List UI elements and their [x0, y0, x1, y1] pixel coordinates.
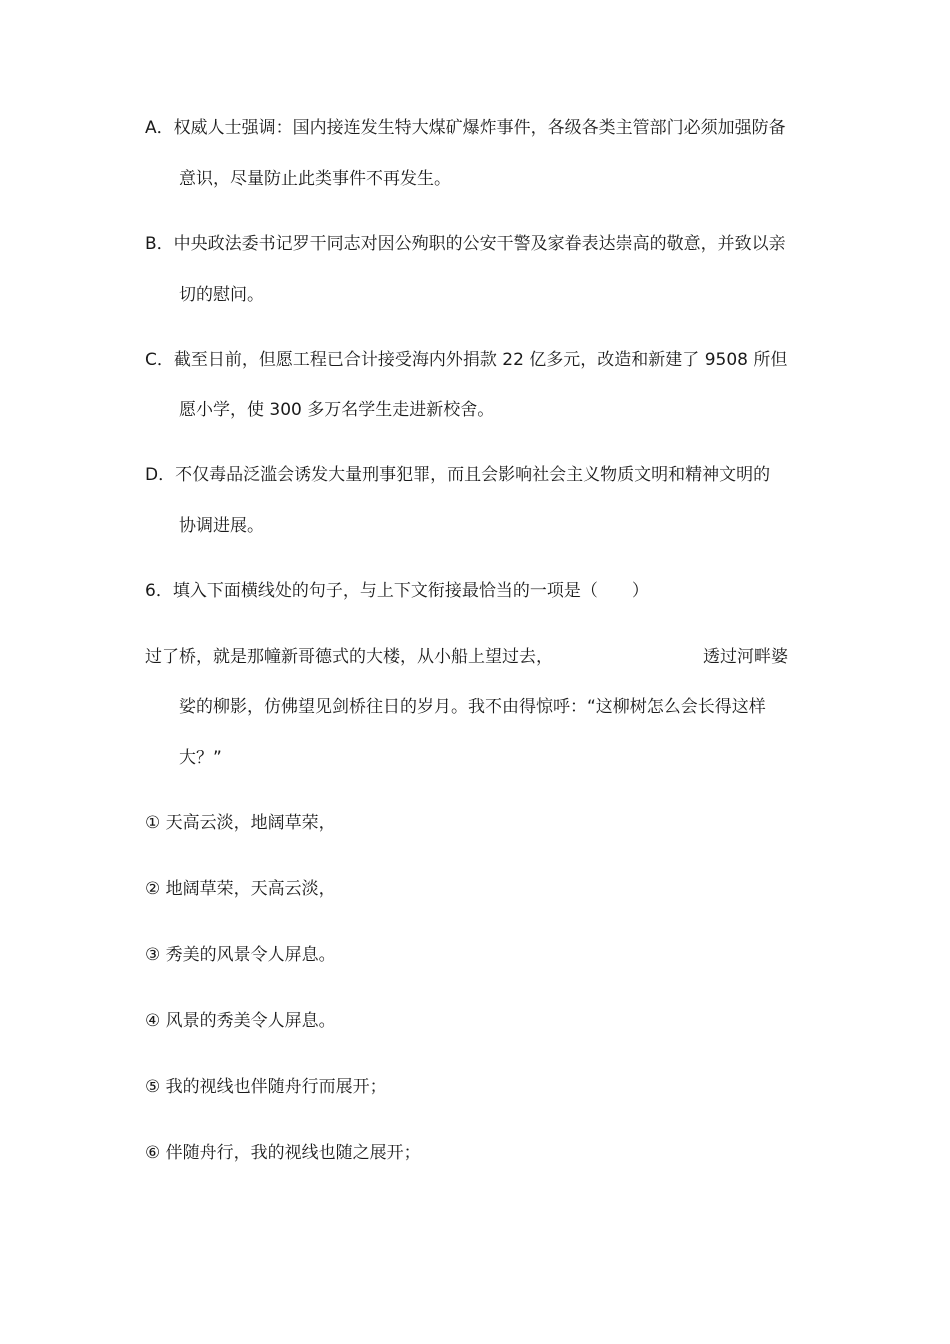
option-d-line1: D．不仅毒品泛滥会诱发大量刑事犯罪，而且会影响社会主义物质文明和精神文明的 — [145, 465, 771, 485]
option-c-line1: C．截至日前，但愿工程已合计接受海内外捐款 22 亿多元，改造和新建了 9508 所但 — [145, 350, 788, 370]
option-a-line2: 意识，尽量防止此类事件不再发生。 — [179, 169, 451, 189]
option-c-line2: 愿小学，使 300 多万名学生走进新校舍。 — [179, 400, 495, 420]
passage-line2: 娑的柳影，仿佛望见剑桥往日的岁月。我不由得惊呼：“这柳树怎么会长得这样 — [179, 697, 766, 717]
option-b-line1: B．中央政法委书记罗干同志对因公殉职的公安干警及家眷表达崇高的敬意，并致以亲 — [145, 234, 786, 254]
choice-2: ② 地阔草荣，天高云淡， — [145, 879, 336, 899]
option-d-line2: 协调进展。 — [179, 516, 264, 536]
option-a-line1: A．权威人士强调：国内接连发生特大煤矿爆炸事件，各级各类主管部门必须加强防备 — [145, 118, 786, 138]
choice-3: ③ 秀美的风景令人屏息。 — [145, 945, 336, 965]
passage-line1-before: 过了桥，就是那幢新哥德式的大楼，从小船上望过去， — [145, 647, 553, 667]
choice-1: ① 天高云淡，地阔草荣， — [145, 813, 336, 833]
choice-4: ④ 风景的秀美令人屏息。 — [145, 1011, 336, 1031]
choice-6: ⑥ 伴随舟行，我的视线也随之展开； — [145, 1143, 421, 1163]
choice-5: ⑤ 我的视线也伴随舟行而展开； — [145, 1077, 387, 1097]
passage-line3: 大？” — [179, 748, 222, 768]
question-6-stem: 6．填入下面横线处的句子，与上下文衔接最恰当的一项是（ ） — [145, 581, 649, 601]
passage-line1 — [145, 647, 788, 667]
option-b-line2: 切的慰问。 — [179, 285, 264, 305]
passage-line1-after: 透过河畔婆 — [703, 647, 788, 667]
